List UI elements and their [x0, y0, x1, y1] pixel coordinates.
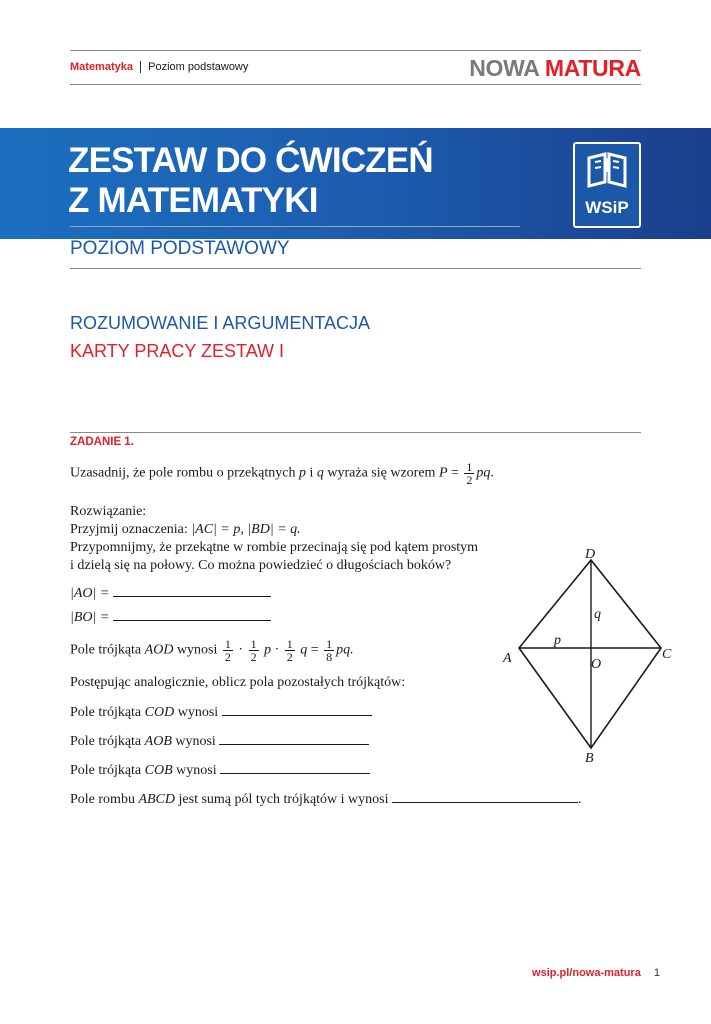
recall-line2: i dzielą się na połowy. Co można powiedzieć o długościach boków? [70, 558, 452, 573]
dot-1: · [238, 642, 244, 658]
notation-line [70, 521, 301, 539]
aod-fraction-3: $\frac{1}{2}$ [286, 637, 293, 664]
bo-answer-line [70, 608, 271, 627]
aob-text: Pole trójkąta [70, 734, 142, 749]
cob-text: Pole trójkąta [70, 763, 142, 778]
label-D: D [585, 547, 596, 562]
header-level: Poziom podstawowy [148, 61, 249, 73]
aob-name: AOB [144, 734, 172, 749]
ao-label: |AO| = [70, 586, 110, 601]
aod-area-line [70, 638, 354, 663]
title-underline [70, 226, 520, 227]
rhombus-text2: jest sumą pól tych trójkątów i wynosi [178, 792, 389, 807]
rhombus-period: . [578, 792, 582, 807]
brand-logo [469, 55, 641, 81]
brand-matura: MATURA [544, 55, 641, 81]
analog-instruction: Postępując analogicznie, oblicz pola pozostałych trójkątów: [70, 675, 406, 690]
label-B: B [585, 751, 594, 766]
header-bottom-rule [70, 84, 641, 85]
bo-label: |BO| = [70, 610, 110, 625]
cod-text2: wynosi [177, 705, 219, 720]
subtitle-rule [70, 268, 641, 269]
label-A: A [503, 651, 512, 666]
ao-answer-blank[interactable] [113, 584, 271, 597]
footer [532, 966, 660, 980]
statement-text2: wyraża się wzorem [327, 465, 436, 481]
cob-area-line [70, 761, 370, 780]
var-q: q [316, 465, 324, 481]
wsip-book-icon [575, 144, 639, 194]
var-pq: pq [476, 465, 491, 481]
section-topic: ROZUMOWANIE I ARGUMENTACJA [70, 313, 371, 333]
task-label: ZADANIE 1. [70, 436, 134, 448]
statement-and: i [309, 465, 314, 481]
rhombus-text: Pole rombu [70, 792, 135, 807]
fraction-half: $\frac{1}{2}$ [466, 460, 473, 487]
notation-text: Przyjmij oznaczenia: [70, 522, 188, 537]
notation-values: |AC| = p, |BD| = q. [191, 522, 301, 537]
header-subject: Matematyka [70, 61, 133, 73]
level-subtitle: POZIOM PODSTAWOWY [70, 238, 290, 259]
label-p: p [554, 633, 561, 648]
aod-fraction-4: $\frac{1}{8}$ [326, 637, 333, 664]
aod-fraction-2: $\frac{1}{2}$ [250, 637, 257, 664]
rhombus-answer-blank[interactable] [392, 790, 578, 803]
aod-equals: = [310, 642, 319, 658]
label-O: O [591, 657, 602, 672]
rhombus-name: ABCD [138, 792, 176, 807]
page-title-line1: ZESTAW DO ĆWICZEŃ [68, 141, 433, 180]
aod-p: p [264, 642, 272, 658]
rhombus-outline [519, 560, 661, 748]
aob-answer-blank[interactable] [219, 732, 369, 745]
label-C: C [662, 647, 672, 662]
cob-name: COB [144, 763, 173, 778]
task-rule [70, 432, 641, 433]
rhombus-area-line [70, 790, 582, 809]
rhombus-figure [495, 540, 685, 770]
page-title [68, 141, 433, 221]
cod-area-line [70, 703, 372, 722]
var-p: p [298, 465, 306, 481]
cob-text2: wynosi [176, 763, 217, 778]
aob-area-line [70, 732, 369, 751]
wsip-logo [573, 142, 641, 228]
solution-label: Rozwiązanie: [70, 504, 147, 519]
ao-answer-line [70, 584, 271, 603]
aob-text2: wynosi [175, 734, 216, 749]
header-subject-line [70, 60, 248, 74]
page-title-line2: Z MATEMATYKI [68, 181, 318, 220]
aod-name: AOD [144, 642, 174, 658]
statement-text: Uzasadnij, że pole rombu o przekątnych [70, 465, 296, 481]
aod-pq: pq. [336, 642, 354, 658]
wsip-logo-text: WSiP [585, 198, 629, 217]
aod-text2: wynosi [176, 642, 218, 658]
task-statement: Uzasadnij, że pole rombu o przekątnych p i q wyraża się wzorem P = $\frac{1}{2}$ pq. [70, 460, 494, 487]
header-top-rule [70, 50, 641, 51]
cod-name: COD [144, 705, 175, 720]
aod-text: Pole trójkąta [70, 642, 142, 658]
var-P: P [438, 465, 448, 481]
cob-answer-blank[interactable] [220, 761, 370, 774]
dot-2: · [274, 642, 280, 658]
page-number: 1 [653, 967, 660, 979]
cod-text: Pole trójkąta [70, 705, 142, 720]
section-heading [70, 309, 370, 365]
header-separator [140, 61, 141, 73]
section-set: KARTY PRACY ZESTAW I [70, 341, 285, 361]
cod-answer-blank[interactable] [222, 703, 372, 716]
footer-url[interactable]: wsip.pl/nowa-matura [532, 967, 641, 979]
recall-line1: Przypomnijmy, że przekątne w rombie przecinają się pod kątem prostym [70, 540, 479, 555]
label-q: q [594, 607, 601, 622]
aod-q: q [300, 642, 308, 658]
equals-sign: = [451, 465, 459, 481]
bo-answer-blank[interactable] [113, 608, 271, 621]
aod-fraction-1: $\frac{1}{2}$ [224, 637, 231, 664]
brand-nowa: NOWA [469, 55, 539, 81]
